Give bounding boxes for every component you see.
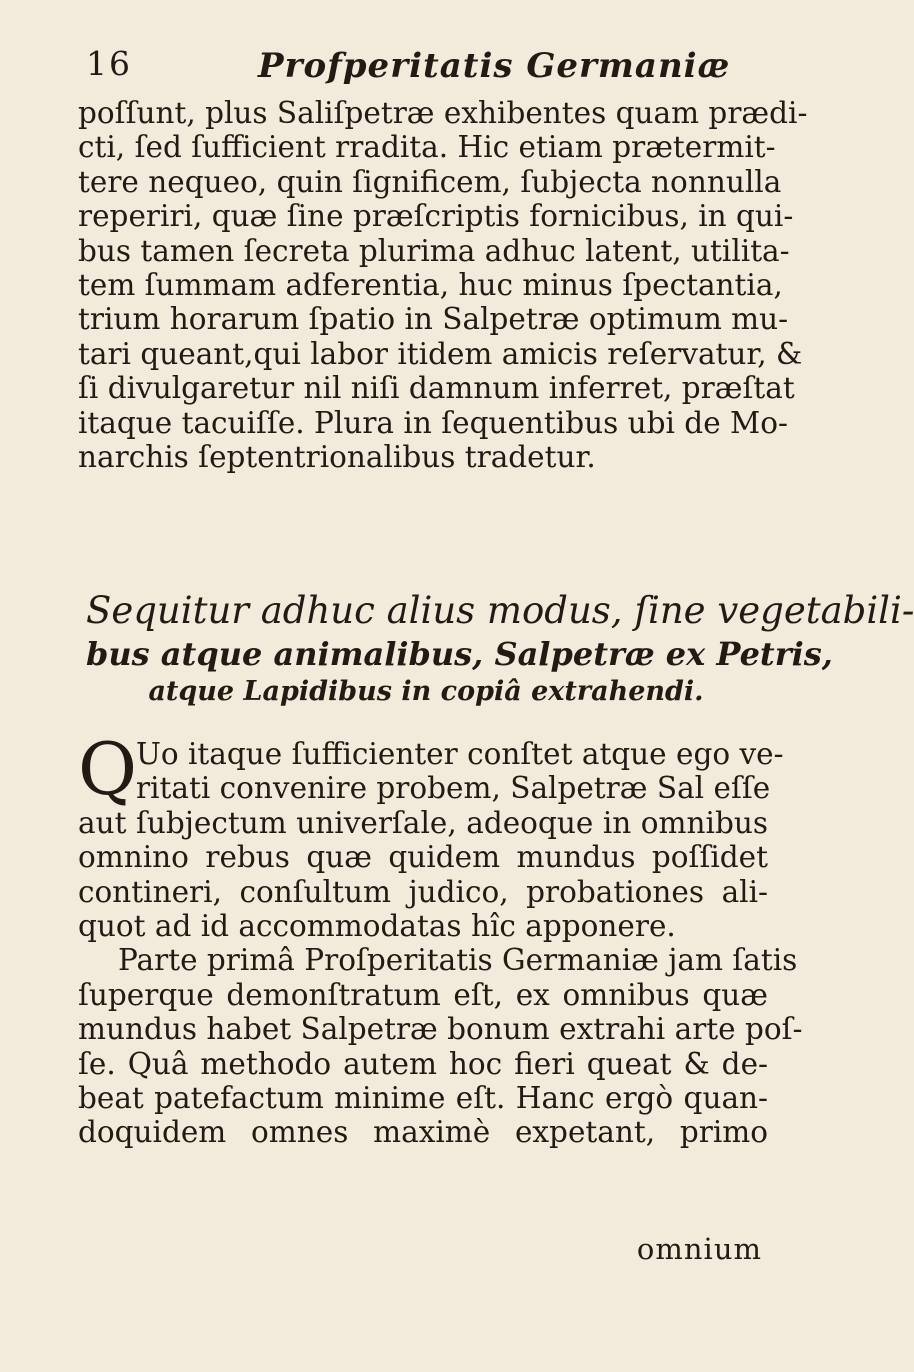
text-line: quot ad id accommodatas hîc apponere. — [78, 908, 676, 943]
text-line: aut ſubjectum univerſale, adeoque in omnibus — [78, 805, 768, 840]
section-heading-line: atque Lapidibus in copiâ extrahendi. — [148, 676, 704, 707]
text-line: poſſunt, plus Saliſpetræ exhibentes quam prædi- — [78, 96, 808, 130]
section-heading — [86, 588, 914, 710]
text-line: beat patefactum minime eſt. Hanc ergò quan- — [78, 1080, 768, 1115]
text-line: narchis ſeptentrionalibus tradetur. — [78, 439, 596, 474]
text-line: tem ſummam adferentia, huc minus ſpectantia, — [78, 267, 783, 302]
catchword: omnium — [636, 1232, 762, 1266]
text-line: tere nequeo, quin ſignificem, ſubjecta nonnulla — [78, 164, 782, 199]
text-line: doquidem omnes maximè expetant, primo — [78, 1115, 768, 1150]
text-line: ſe. Quâ methodo autem hoc fieri queat & de- — [78, 1046, 768, 1081]
section-heading-line: bus atque animalibus, Salpetræ ex Petris, — [86, 635, 833, 673]
text-line: reperiri, quæ ſine præſcriptis fornicibus, in qui- — [78, 199, 794, 234]
paragraph-1 — [78, 96, 808, 474]
running-head — [86, 40, 776, 90]
text-line: contineri, conſultum judico, probationes ali- — [78, 874, 768, 909]
text-line: Uo itaque ſufficienter conſtet atque ego ve- — [136, 737, 784, 771]
text-line: mundus habet Salpetræ bonum extrahi arte poſ- — [78, 1012, 803, 1047]
text-line: ſi divulgaretur nil niſi damnum inferret, præſtat — [78, 371, 795, 406]
running-title: Profperitatis Germaniæ — [258, 46, 731, 86]
text-line: ſuperque demonſtratum eſt, ex omnibus quæ — [78, 977, 768, 1012]
text-line: omnino rebus quæ quidem mundus poſſidet — [78, 840, 768, 875]
text-line: tari queant,qui labor itidem amicis reſervatur, & — [78, 336, 803, 371]
section-heading-line: Sequitur adhuc alius modus, ſine vegetabili- — [86, 589, 914, 632]
text-line: cti, ſed ſufficient rradita. Hic etiam prætermit- — [78, 130, 776, 165]
text-line: itaque tacuiſſe. Plura in ſequentibus ubi de Mo- — [78, 405, 788, 440]
text-line: bus tamen ſecreta plurima adhuc latent, utilita- — [78, 233, 790, 268]
page-number: 16 — [86, 44, 132, 83]
paragraph-2 — [78, 727, 803, 1150]
drop-cap: Q — [78, 727, 138, 811]
text-line: trium horarum ſpatio in Salpetræ optimum mu- — [78, 302, 789, 337]
text-line: Parte primâ Proſperitatis Germaniæ jam ſatis — [118, 943, 798, 978]
text-line: ritati convenire probem, Salpetræ Sal eſſe — [136, 771, 771, 806]
